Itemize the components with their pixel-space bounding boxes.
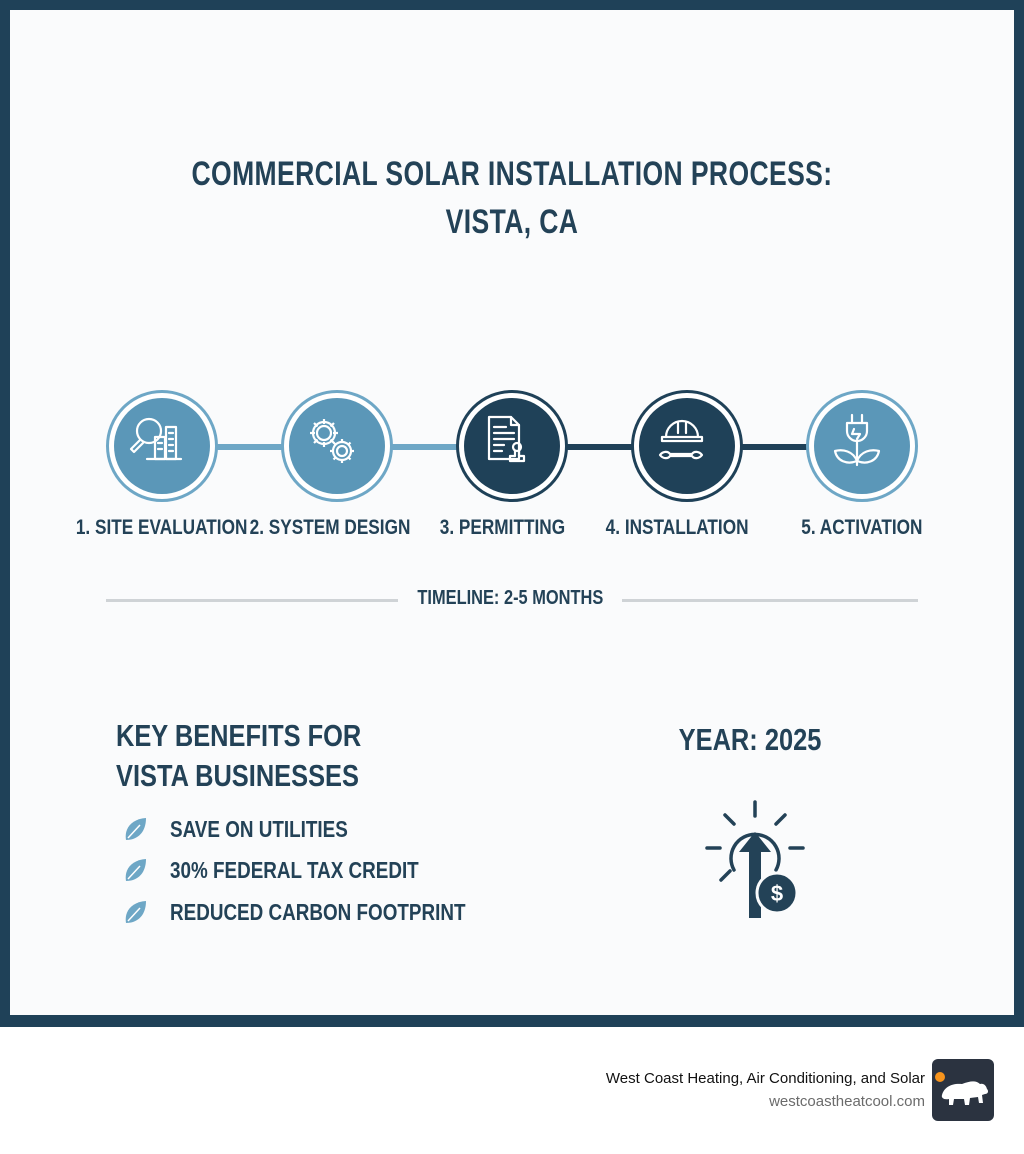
benefits-title-line-1: KEY BENEFITS FOR — [116, 718, 362, 753]
benefit-item — [122, 896, 530, 928]
benefit-item — [122, 854, 473, 886]
step-label-1: 1. SITE EVALUATION — [75, 516, 248, 539]
title-line-1: COMMERCIAL SOLAR INSTALLATION PROCESS: — [191, 155, 833, 193]
benefit-text: SAVE ON UTILITIES — [170, 815, 348, 842]
step-activation-circle — [806, 390, 918, 502]
leaf-icon — [122, 899, 148, 925]
benefits-title — [116, 716, 361, 796]
timeline-line-left — [106, 599, 398, 602]
step-site-evaluation-circle — [106, 390, 218, 502]
benefit-text: 30% FEDERAL TAX CREDIT — [170, 856, 419, 883]
gears-icon — [302, 411, 362, 471]
leaf-icon — [122, 816, 148, 842]
step-system-design-circle — [281, 390, 393, 502]
benefit-item — [122, 813, 387, 845]
company-logo — [932, 1059, 994, 1121]
plug-leaves-icon — [827, 411, 887, 471]
year-label: YEAR: 2025 — [678, 722, 822, 757]
svg-text:$: $ — [770, 881, 784, 906]
bear-logo-icon — [932, 1059, 994, 1121]
step-installation-circle — [631, 390, 743, 502]
magnifier-building-icon — [127, 411, 187, 471]
leaf-icon — [122, 857, 148, 883]
benefits-title-line-2: VISTA BUSINESSES — [116, 758, 359, 793]
timeline-line-right — [622, 599, 918, 602]
step-label-5: 5. ACTIVATION — [801, 516, 923, 539]
step-label-2: 2. SYSTEM DESIGN — [249, 516, 411, 539]
footer-company-name: West Coast Heating, Air Conditioning, and Solar — [605, 1070, 925, 1087]
timeline-label: TIMELINE: 2-5 MONTHS — [417, 587, 603, 609]
lightbulb-arrow-dollar-icon — [703, 798, 807, 930]
hardhat-wrench-icon — [652, 411, 712, 471]
document-stamp-icon — [477, 411, 537, 471]
benefit-text: REDUCED CARBON FOOTPRINT — [170, 898, 466, 925]
step-label-3: 3. PERMITTING — [439, 516, 565, 539]
infographic-panel — [10, 10, 1014, 1015]
title-line-2: VISTA, CA — [445, 203, 579, 241]
step-permitting-circle — [456, 390, 568, 502]
step-label-4: 4. INSTALLATION — [605, 516, 749, 539]
footer-url[interactable]: westcoastheatcool.com — [769, 1093, 925, 1110]
page-title — [10, 150, 1014, 246]
